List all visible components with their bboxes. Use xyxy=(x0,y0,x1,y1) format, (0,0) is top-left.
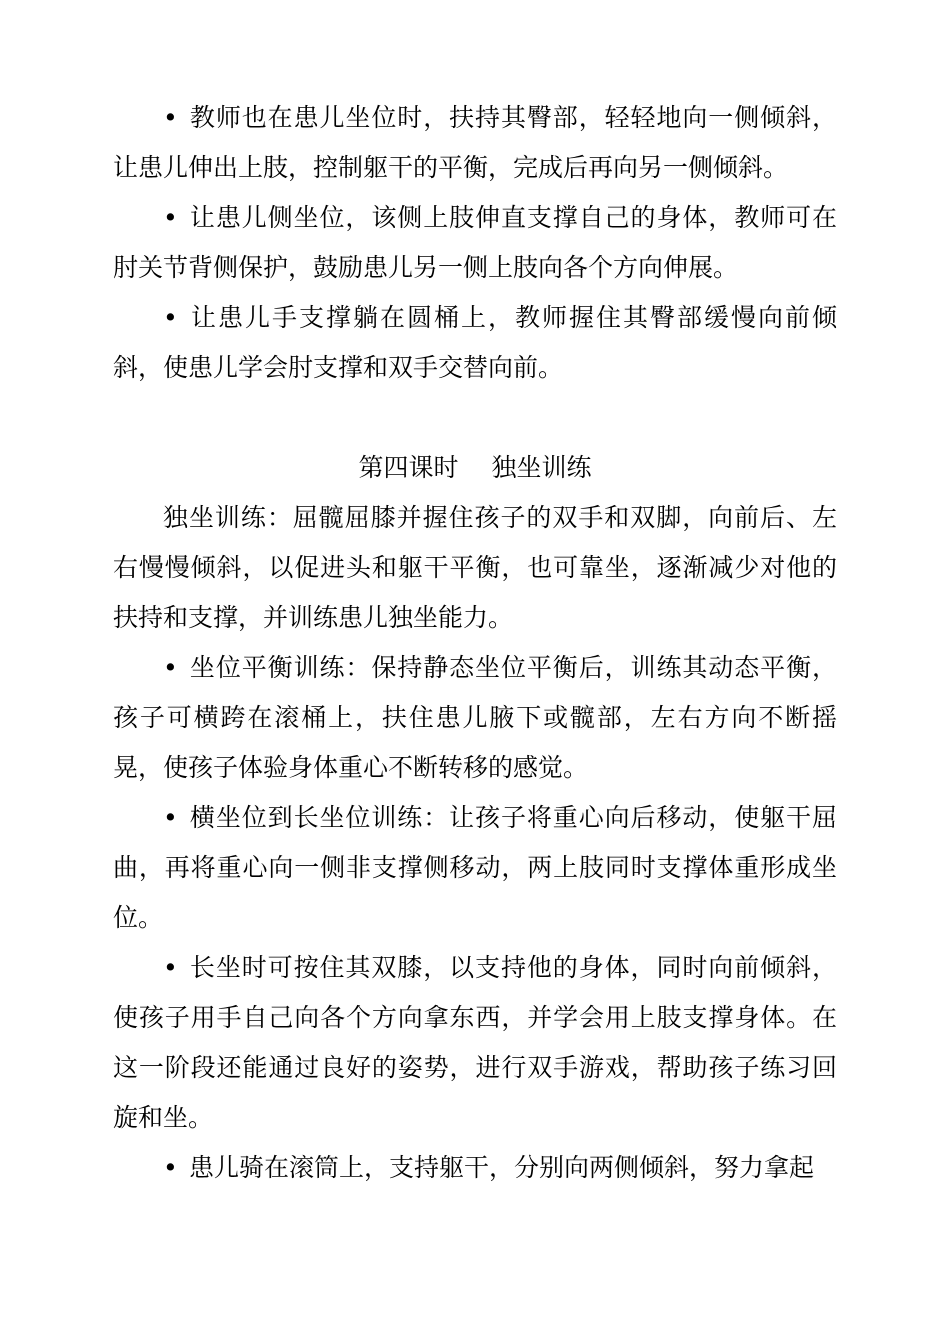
bullet-paragraph xyxy=(113,943,837,1143)
bullet-paragraph xyxy=(113,93,837,193)
bullet-icon: • xyxy=(163,103,178,132)
bullet-paragraph xyxy=(113,193,837,293)
paragraph-text: 患儿骑在滚筒上，支持躯干，分别向两侧倾斜，努力拿起 xyxy=(189,1153,815,1182)
bullet-icon: • xyxy=(163,303,178,332)
paragraph-text: 长坐时可按住其双膝，以支持他的身体，同时向前倾斜，使孩子用手自己向各个方向拿东西，并学会用上肢支撑身体。在这一阶段还能通过良好的姿势，进行双手游戏，帮助孩子练习回旋和坐。 xyxy=(113,953,837,1132)
paragraph-text: 教师也在患儿坐位时，扶持其臀部，轻轻地向一侧倾斜，让患儿伸出上肢，控制躯干的平衡，完成后再向另一侧倾斜。 xyxy=(113,103,837,182)
section-heading: 第四课时 独坐训练 xyxy=(358,453,592,482)
bullet-paragraph xyxy=(113,643,837,793)
bullet-icon: • xyxy=(163,653,178,682)
bullet-paragraph xyxy=(113,1143,837,1193)
document-body xyxy=(113,93,837,1193)
paragraph-text: 让患儿手支撑躺在圆桶上，教师握住其臀部缓慢向前倾斜，使患儿学会肘支撑和双手交替向前。 xyxy=(113,303,837,382)
paragraph-text: 让患儿侧坐位，该侧上肢伸直支撑自己的身体，教师可在肘关节背侧保护，鼓励患儿另一侧上肢向各个方向伸展。 xyxy=(113,203,837,282)
bullet-icon: • xyxy=(163,1153,178,1182)
bullet-paragraph xyxy=(113,293,837,393)
bullet-icon: • xyxy=(163,803,178,832)
paragraph-text: 坐位平衡训练：保持静态坐位平衡后，训练其动态平衡，孩子可横跨在滚桶上，扶住患儿腋下或髋部，左右方向不断摇晃，使孩子体验身体重心不断转移的感觉。 xyxy=(113,653,837,782)
bullet-paragraph xyxy=(113,793,837,943)
bullet-icon: • xyxy=(163,953,178,982)
paragraph-text: 横坐位到长坐位训练：让孩子将重心向后移动，使躯干屈曲，再将重心向一侧非支撑侧移动，两上肢同时支撑体重形成坐位。 xyxy=(113,803,837,932)
bullet-icon: • xyxy=(163,203,178,232)
intro-paragraph: 独坐训练：屈髋屈膝并握住孩子的双手和双脚，向前后、左右慢慢倾斜，以促进头和躯干平衡，也可靠坐，逐渐减少对他的扶持和支撑，并训练患儿独坐能力。 xyxy=(113,503,837,632)
